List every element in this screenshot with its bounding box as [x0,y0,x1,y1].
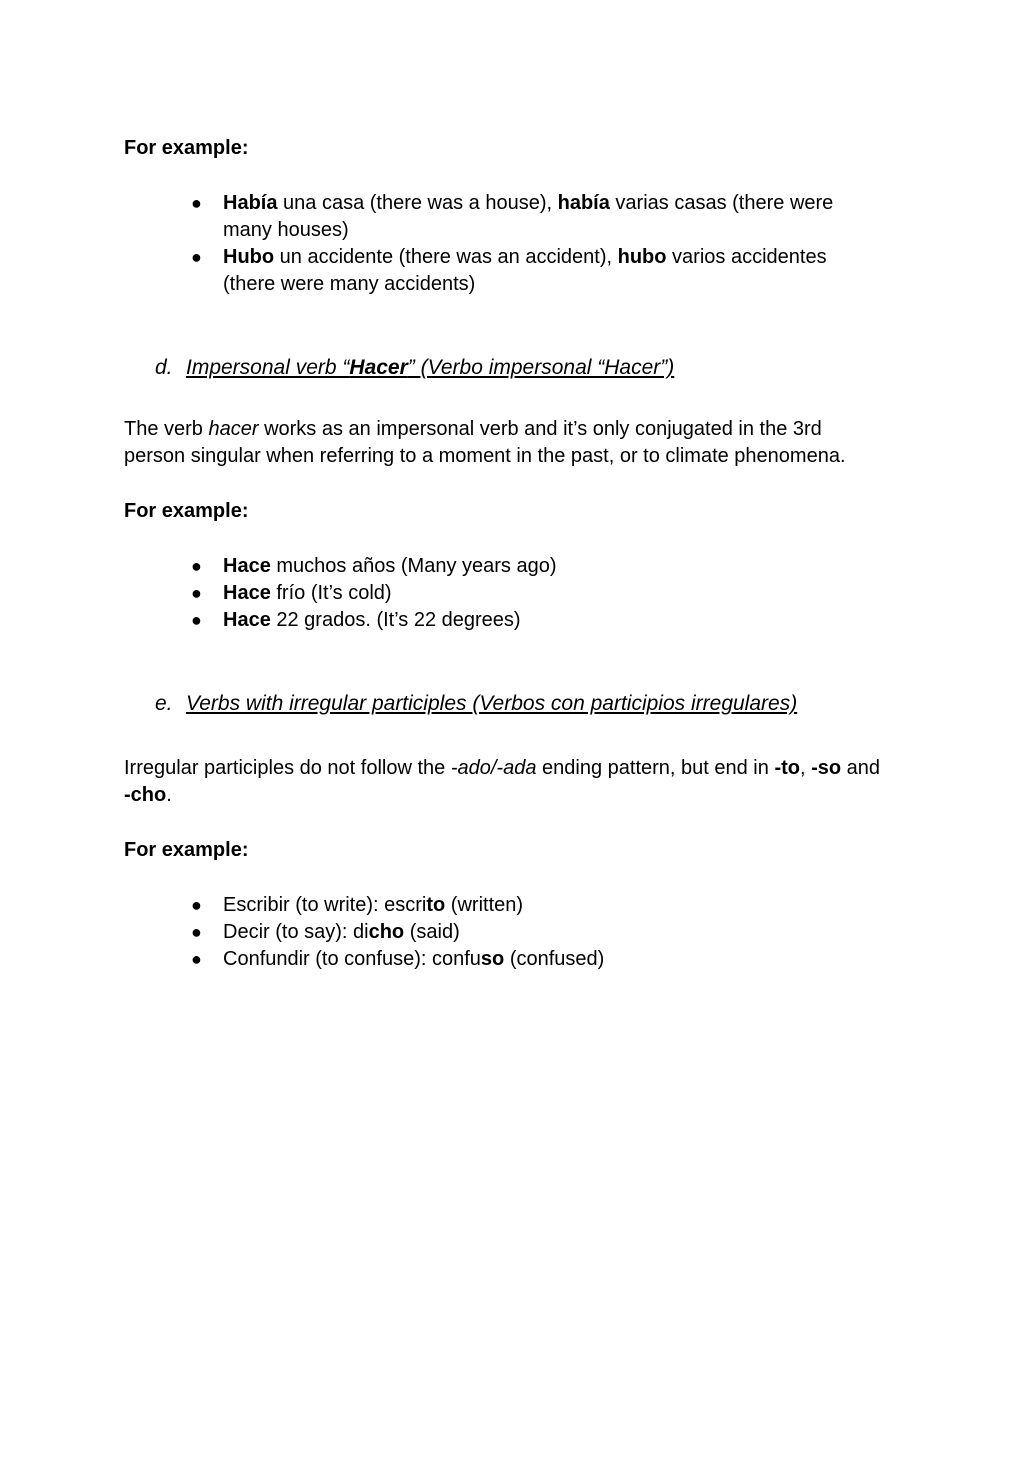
title-bold-part: Hacer [349,356,408,379]
item-text: 22 grados. (It’s 22 degrees) [270,609,521,631]
item-text: muchos años (Many years ago) [270,555,557,577]
bullet-icon: ● [191,583,202,603]
for-example-label: For example: [124,839,249,861]
item-text: un accidente (there was an accident), [274,246,618,268]
bold-term: Hace [223,555,271,577]
paragraph-text: , [799,757,812,779]
italic-term: hacer [208,418,259,440]
for-example-label: For example: [124,137,249,159]
item-text: Escribir (to write): escri [223,894,427,916]
paragraph-text: Irregular participles do not follow the [124,757,451,779]
section-letter: e. [155,692,173,715]
paragraph-text: ending pattern, but end in [536,757,775,779]
item-text: (confused) [504,948,605,970]
title-part: ” (Verbo impersonal “Hacer”) [407,356,675,379]
item-text: varios accidentes (there were many accidents) [223,246,827,295]
item-text: Confundir (to confuse): confu [223,948,481,970]
title-part: Impersonal verb “ [186,356,350,379]
section-title: Verbs with irregular participles (Verbos con participios irregulares) [186,692,798,715]
section-heading-d [155,354,674,381]
paragraph-text: and [841,757,881,779]
bold-term: -so [811,757,842,779]
item-text: varias casas (there were many houses) [223,192,834,241]
bold-term: to [426,894,446,916]
paragraph [124,755,884,809]
for-example-label: For example: [124,500,249,522]
bullet-icon: ● [191,247,202,267]
paragraph-text: works as an impersonal verb and it’s only conjugated in the 3rd person singular when referring to a moment in the past, or to climate phenomena. [124,418,846,467]
section-letter: d. [155,356,173,379]
bold-term: Hubo [223,246,275,268]
paragraph-text: . [166,784,172,806]
paragraph [124,416,884,470]
item-text: (said) [404,921,460,943]
bold-term: hubo [617,246,667,268]
list-item [191,190,871,244]
bold-term: -to [774,757,800,779]
bullet-icon: ● [191,610,202,630]
list-item [191,607,871,634]
bold-term: cho [368,921,405,943]
list-item [191,244,871,298]
bold-term: Hace [223,582,271,604]
list-item [191,892,871,919]
bullet-icon: ● [191,922,202,942]
section-title [186,356,674,379]
bullet-icon: ● [191,193,202,213]
bullet-icon: ● [191,895,202,915]
bullet-list [191,892,871,973]
bold-term: había [557,192,610,214]
item-text: (written) [445,894,524,916]
item-text: Decir (to say): di [223,921,369,943]
item-text: una casa (there was a house), [277,192,558,214]
list-item [191,553,871,580]
bullet-list [191,190,871,298]
bold-term: Había [223,192,278,214]
bold-term: Hace [223,609,271,631]
bullet-icon: ● [191,556,202,576]
list-item [191,919,871,946]
bullet-icon: ● [191,949,202,969]
italic-term: -ado/-ada [450,757,537,779]
paragraph-text: The verb [124,418,209,440]
bullet-list [191,553,871,634]
bold-term: -cho [124,784,167,806]
item-text: frío (It’s cold) [270,582,392,604]
bold-term: so [480,948,505,970]
list-item [191,946,871,973]
list-item [191,580,871,607]
section-heading-e [155,690,797,717]
